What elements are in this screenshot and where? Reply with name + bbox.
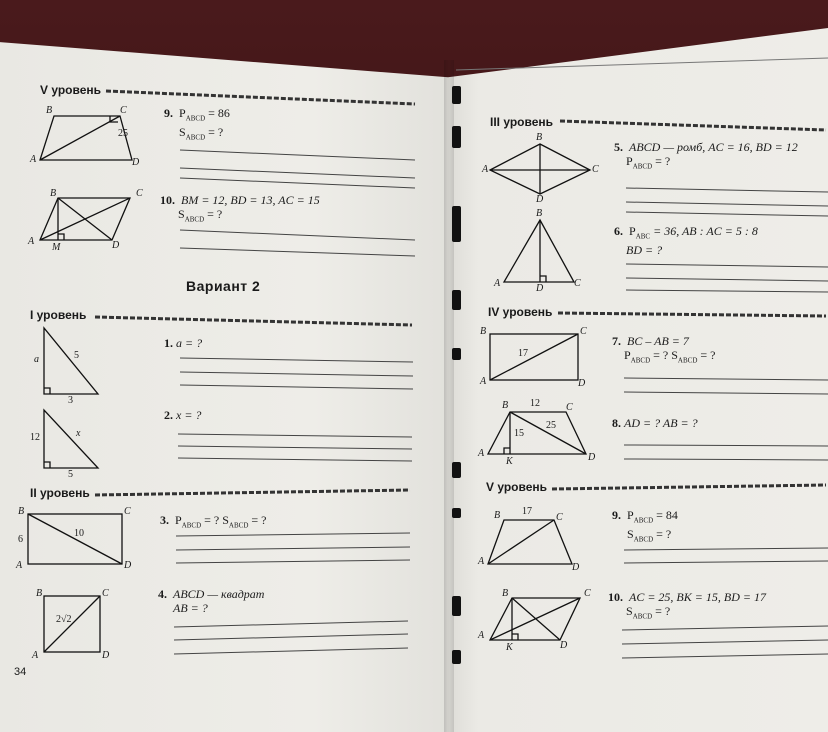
vertex-label: D: [132, 157, 140, 168]
task-10-right: 10. AC = 25, BK = 15, BD = 17 $S_{ABCD}$ = ?: [608, 590, 766, 621]
side-label: 3: [68, 395, 73, 406]
vertex-label: A: [482, 164, 489, 175]
level-divider: [552, 485, 826, 489]
vertex-label: C: [566, 402, 573, 413]
side-label: 17: [522, 506, 532, 517]
side-label: 10: [74, 528, 84, 539]
side-label: a: [34, 354, 39, 365]
vertex-label: B: [536, 132, 543, 143]
level-divider: [560, 121, 826, 130]
level-heading: III уровень: [490, 115, 554, 129]
vertex-label: D: [102, 650, 110, 661]
task-8: 8. AD = ? AB = ?: [612, 416, 698, 430]
vertex-label: M: [52, 242, 61, 253]
level-divider: [95, 490, 410, 495]
vertex-label: A: [478, 556, 485, 567]
side-label: 5: [74, 350, 79, 361]
side-label: 25: [118, 128, 128, 139]
vertex-label: D: [578, 378, 586, 389]
vertex-label: A: [480, 376, 487, 387]
vertex-label: D: [572, 562, 580, 573]
vertex-label: B: [502, 400, 509, 411]
vertex-label: B: [36, 588, 43, 599]
vertex-label: C: [556, 512, 563, 523]
task-3: 3. $P_{ABCD}$ = ? $S_{ABCD}$ = ?: [160, 513, 267, 530]
level-heading: IV уровень: [488, 305, 553, 319]
side-label: x: [76, 428, 81, 439]
vertex-label: A: [16, 560, 23, 571]
level-heading: I уровень: [30, 308, 87, 322]
vertex-label: D: [124, 560, 132, 571]
vertex-label: D: [536, 194, 544, 205]
level-divider: [95, 317, 412, 325]
level-heading: V уровень: [486, 480, 548, 494]
vertex-label: B: [50, 188, 57, 199]
vertex-label: D: [588, 452, 596, 463]
side-label: 2√2: [56, 614, 72, 625]
vertex-label: K: [506, 642, 513, 653]
vertex-label: A: [28, 236, 35, 247]
task-7: 7. BC – AB = 7 $P_{ABCD}$ = ? $S_{ABCD}$ = ?: [612, 334, 716, 365]
vertex-label: C: [120, 105, 127, 116]
page-number: 34: [14, 666, 27, 678]
level-divider: [106, 91, 415, 104]
side-label: 12: [30, 432, 40, 443]
vertex-label: B: [494, 510, 501, 521]
vertex-label: D: [560, 640, 568, 651]
vertex-label: C: [136, 188, 143, 199]
side-label: 17: [518, 348, 528, 359]
vertex-label: B: [502, 588, 509, 599]
vertex-label: A: [478, 448, 485, 459]
side-label: 5: [68, 469, 73, 480]
vertex-label: D: [536, 283, 544, 294]
side-label: 6: [18, 534, 23, 545]
vertex-label: D: [112, 240, 120, 251]
vertex-label: B: [480, 326, 487, 337]
task-4: 4. ABCD — квадрат AB = ?: [158, 587, 265, 615]
vertex-label: C: [102, 588, 109, 599]
level-heading: II уровень: [30, 486, 90, 500]
level-divider: [558, 313, 826, 316]
task-9-right: 9. $P_{ABCD} = 84$ $S_{ABCD}$ = ?: [612, 508, 678, 544]
variant-title: Вариант 2: [186, 278, 261, 294]
vertex-label: A: [478, 630, 485, 641]
vertex-label: B: [536, 208, 543, 219]
side-label: 12: [530, 398, 540, 409]
task-6: 6. $P_{ABC} = 36$, AB : AC = 5 : 8 BD = ?: [614, 224, 758, 258]
vertex-label: C: [592, 164, 599, 175]
side-label: 25: [546, 420, 556, 431]
task-10-left: 10. BM = 12, BD = 13, AC = 15 $S_{ABCD}$ = ?: [160, 193, 320, 224]
task-1: 1. a = ?: [164, 336, 203, 350]
task-9-left: 9. $P_{ABCD} = 86$ $S_{ABCD}$ = ?: [164, 106, 230, 142]
task-2: 2. x = ?: [164, 408, 202, 422]
task-5: 5. ABCD — ромб, AC = 16, BD = 12 $P_{ABCD}$ = ?: [614, 140, 798, 171]
vertex-label: B: [18, 506, 25, 517]
side-label: 15: [514, 428, 524, 439]
vertex-label: C: [584, 588, 591, 599]
vertex-label: A: [30, 154, 37, 165]
vertex-label: A: [32, 650, 39, 661]
level-heading: V уровень: [40, 83, 102, 97]
vertex-label: A: [494, 278, 501, 289]
vertex-label: C: [580, 326, 587, 337]
vertex-label: K: [506, 456, 513, 467]
vertex-label: C: [574, 278, 581, 289]
vertex-label: B: [46, 105, 53, 116]
vertex-label: C: [124, 506, 131, 517]
